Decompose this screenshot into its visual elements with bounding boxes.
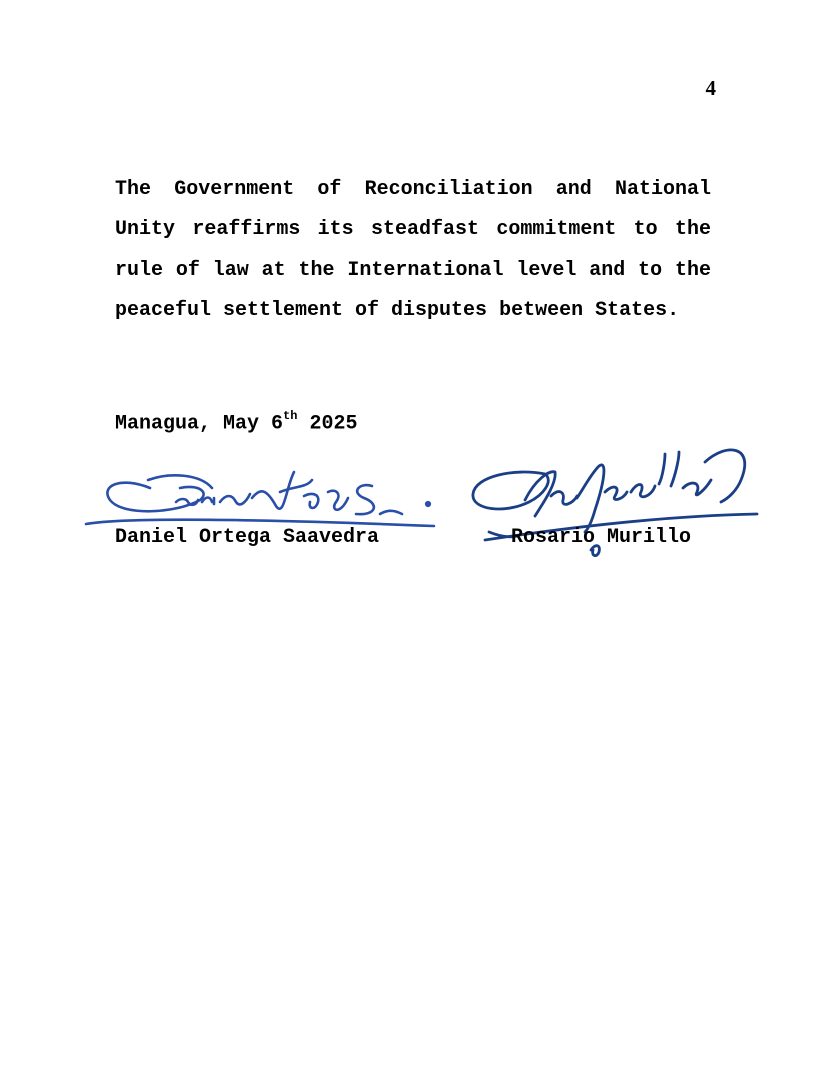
date-year: 2025 xyxy=(309,412,358,436)
signing-date xyxy=(115,411,357,436)
date-ordinal: th xyxy=(283,409,298,423)
page-number: 4 xyxy=(705,76,716,100)
signatory-name-1: Daniel Ortega Saavedra xyxy=(115,526,380,549)
signatory-name-2: Rosario Murillo xyxy=(511,526,692,549)
date-prefix: Managua, May 6 xyxy=(115,412,284,436)
statement-paragraph: The Government of Reconciliation and National Unity reaffirms its steadfast commitment to the rule of law at the International level and to the peaceful settlement of disputes between States. xyxy=(115,178,711,322)
